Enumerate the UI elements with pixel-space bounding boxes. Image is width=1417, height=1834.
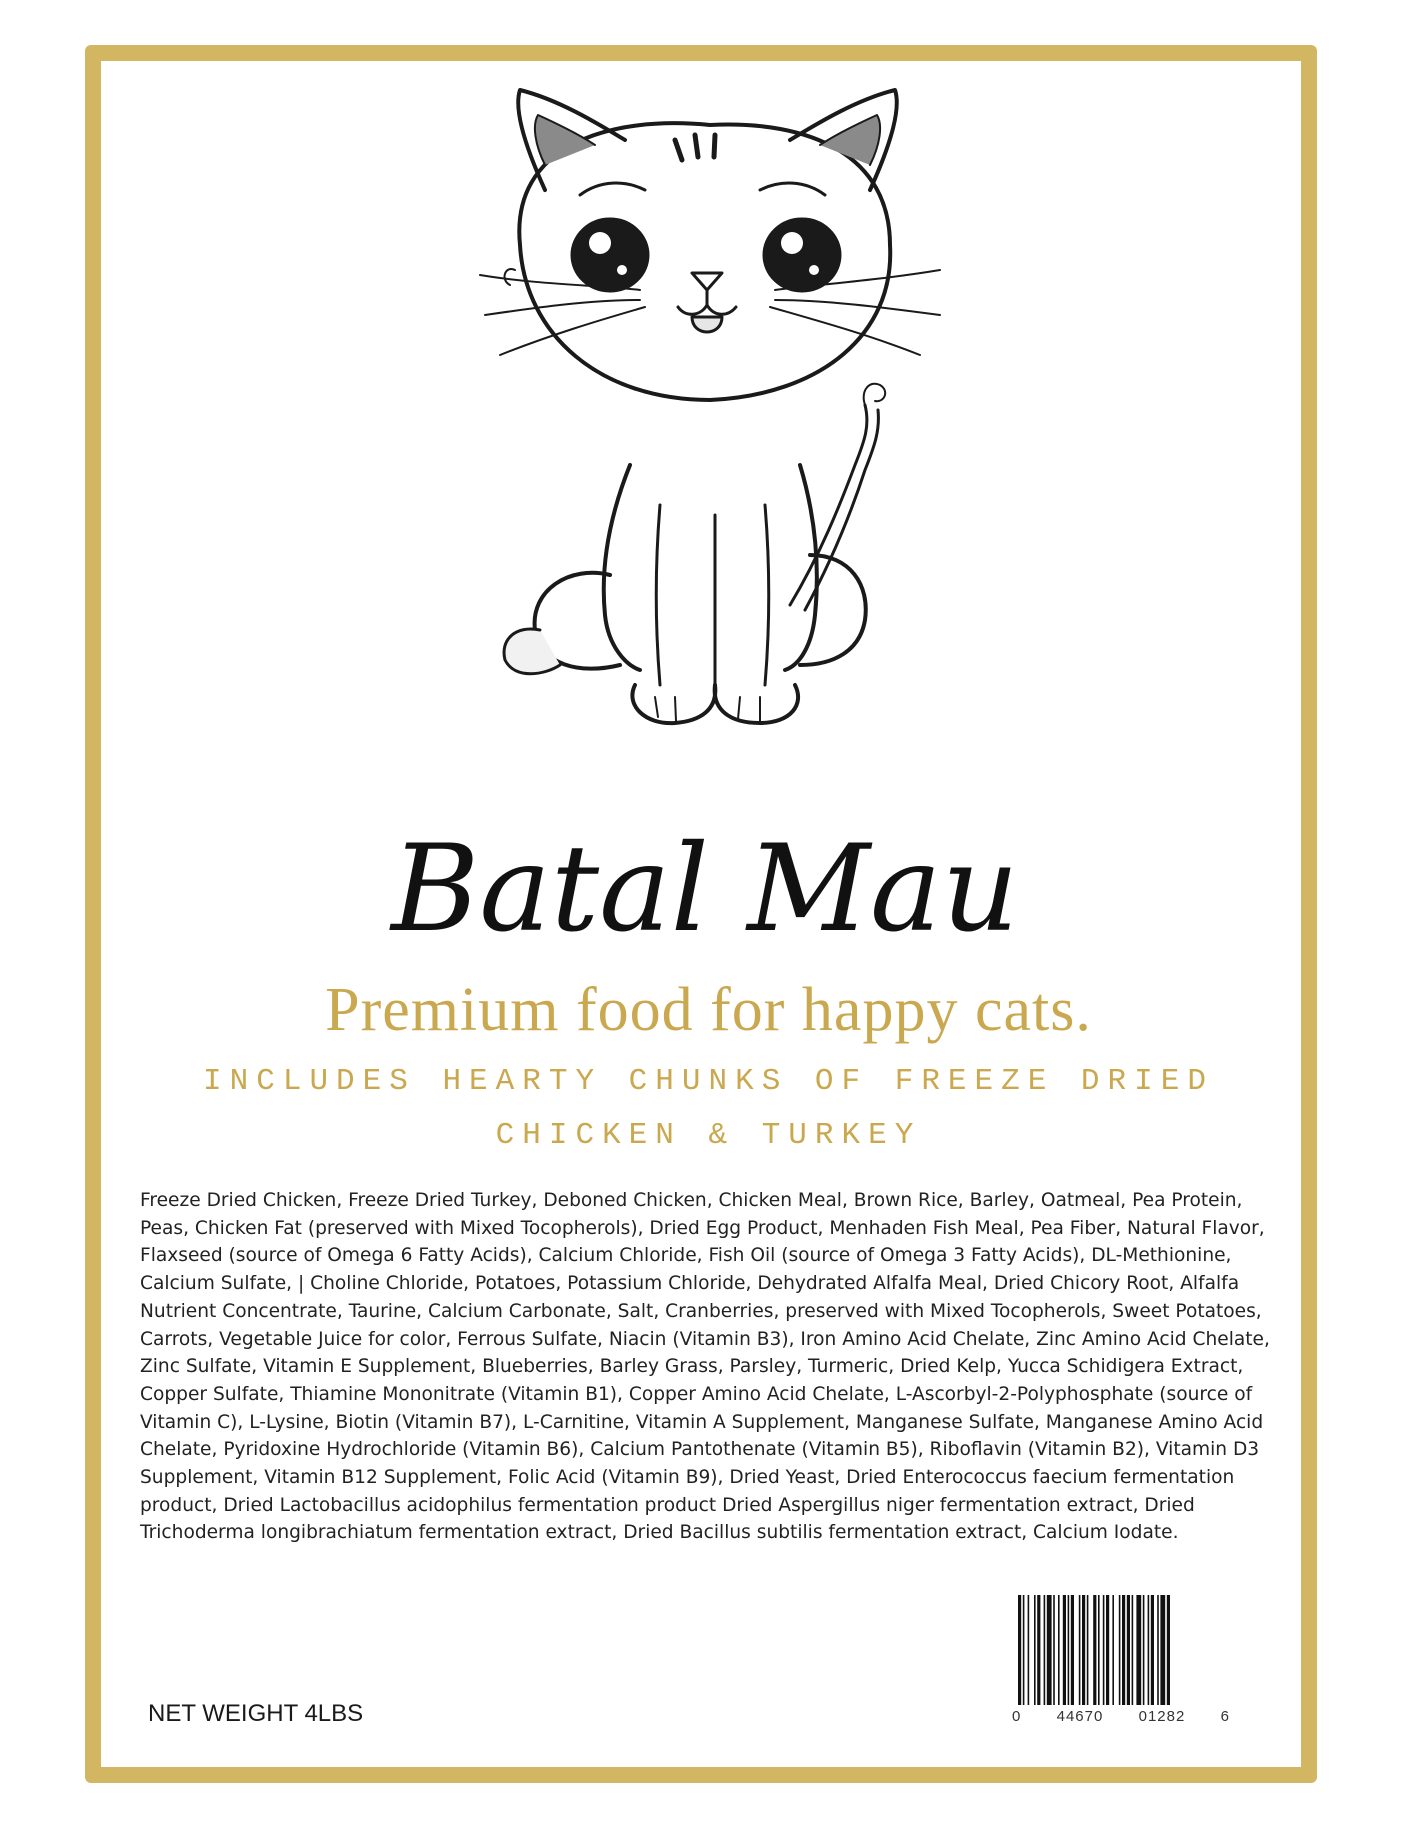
- barcode-bar: [1087, 1595, 1089, 1705]
- barcode-bar: [1148, 1595, 1150, 1705]
- barcode-bar: [1136, 1595, 1141, 1705]
- barcode-bar: [1132, 1595, 1134, 1705]
- barcode-lead-digit: 0: [1012, 1708, 1022, 1725]
- barcode-left-group: 44670: [1056, 1708, 1104, 1725]
- barcode-bar: [1167, 1595, 1170, 1705]
- barcode-bar: [1018, 1595, 1021, 1705]
- barcode-bar: [1122, 1595, 1125, 1705]
- barcode-bar: [1037, 1595, 1040, 1705]
- barcode-bar: [1053, 1595, 1055, 1705]
- subline-line-2: CHICKEN & TURKEY: [495, 1118, 922, 1153]
- barcode-check-digit: 6: [1220, 1708, 1230, 1725]
- barcode-bar: [1044, 1595, 1046, 1705]
- cat-illustration: [460, 85, 1060, 775]
- barcode-icon: [1010, 1595, 1230, 1705]
- barcode-bar: [1103, 1595, 1105, 1705]
- barcode-bar: [1160, 1595, 1165, 1705]
- barcode-bar: [1098, 1595, 1100, 1705]
- barcode-digits: [1012, 1708, 1230, 1725]
- barcode-bar: [1119, 1595, 1121, 1705]
- barcode-bar: [1127, 1595, 1130, 1705]
- barcode-bar: [1093, 1595, 1096, 1705]
- barcode-bar: [1157, 1595, 1159, 1705]
- barcode-bar: [1023, 1595, 1025, 1705]
- subline-line-1: INCLUDES HEARTY CHUNKS OF FREEZE DRIED: [203, 1064, 1214, 1099]
- barcode-bar: [1106, 1595, 1109, 1705]
- barcode-bar: [1071, 1595, 1074, 1705]
- barcode-bar: [1143, 1595, 1145, 1705]
- barcode-bar: [1112, 1595, 1114, 1705]
- tagline: Premium food for happy cats.: [325, 976, 1092, 1044]
- barcode-bar: [1047, 1595, 1052, 1705]
- net-weight: NET WEIGHT 4LBS: [148, 1700, 364, 1727]
- brand-logo: [270, 790, 1140, 990]
- subline: [200, 1055, 1217, 1163]
- barcode-bar: [1063, 1595, 1066, 1705]
- barcode-bar: [1082, 1595, 1085, 1705]
- barcode-bar: [1034, 1595, 1036, 1705]
- barcode-bar: [1028, 1595, 1030, 1705]
- barcode-right-group: 01282: [1138, 1708, 1186, 1725]
- ingredients-list: Freeze Dried Chicken, Freeze Dried Turkey, Deboned Chicken, Chicken Meal, Brown Rice, Barley, Oatmeal, Pea Protein, Peas, Chicken Fat (preserved with Mixed Tocopherols), Dried Egg Product, Menhaden Fish Meal, Pea Fiber, Natural Flavor, Flaxseed (source of Omega 6 Fatty Acids), Calcium Chloride, Fish Oil (source of Omega 3 Fatty Acids), DL-Methionine, Calcium Sulfate, | Choline Chloride, Potatoes, Potassium Chloride, Dehydrated Alfalfa Meal, Dried Chicory Root, Alfalfa Nutrient Concentrate, Taurine, Calcium Carbonate, Salt, Cranberries, preserved with Mixed Tocopherols, Sweet Potatoes, Carrots, Vegetable Juice for color, Ferrous Sulfate, Niacin (Vitamin B3), Iron Amino Acid Chelate, Zinc Amino Acid Chelate, Zinc Sulfate, Vitamin E Supplement, Blueberries, Barley Grass, Parsley, Turmeric, Dried Kelp, Yucca Schidigera Extract, Copper Sulfate, Thiamine Mononitrate (Vitamin B1), Copper Amino Acid Chelate, L-Ascorbyl-2-Polyphosphate (source of Vitamin C), L-Lysine, Biotin (Vitamin B7), L-Carnitine, Vitamin A Supplement, Manganese Sulfate, Manganese Amino Acid Chelate, Pyridoxine Hydrochloride (Vitamin B6), Calcium Pantothenate (Vitamin B5), Riboflavin (Vitamin B2), Vitamin D3 Supplement, Vitamin B12 Supplement, Folic Acid (Vitamin B9), Dried Yeast, Dried Enterococcus faecium fermentation product, Dried Lactobacillus acidophilus fermentation product Dried Aspergillus niger fermentation extract, Dried Trichoderma longibrachiatum fermentation extract, Dried Bacillus subtilis fermentation extract, Calcium Iodate.: [140, 1190, 1270, 1544]
- barcode-bar: [1058, 1595, 1060, 1705]
- barcode-bar: [1151, 1595, 1154, 1705]
- barcode-bar: [1079, 1595, 1081, 1705]
- brand-name: Batal Mau: [391, 820, 1019, 959]
- barcode-bar: [1068, 1595, 1070, 1705]
